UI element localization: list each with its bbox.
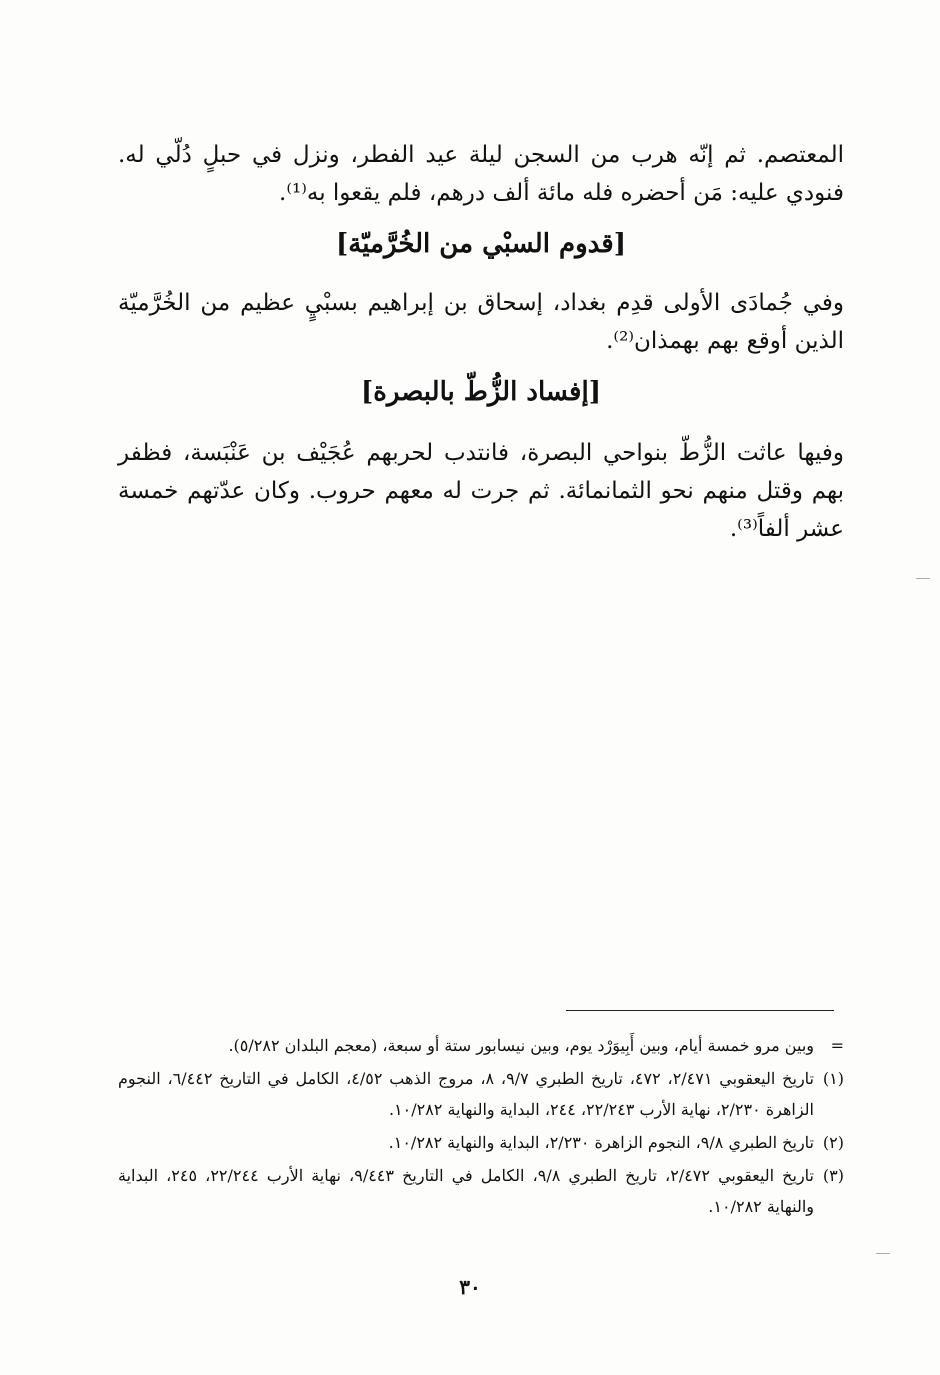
paragraph-2-block <box>118 284 844 360</box>
scan-edge-mark <box>876 1253 890 1254</box>
footnote-marker: (١) <box>822 1069 844 1088</box>
footnote-1 <box>118 1063 844 1125</box>
footnote-text: تاريخ اليعقوبي ٢/٤٧١، ٤٧٢، تاريخ الطبري ٩/٧، ٨، مروج الذهب ٤/٥٢، الكامل في التاريخ ٦/٤٤٢، النجوم الزاهرة ٢/٢٣٠، نهاية الأرب ٢٢/٢٤٣، ٢٤٤، البداية والنهاية ١٠/٢٨٢. <box>118 1069 815 1119</box>
paragraph-3-block <box>118 434 844 548</box>
footnote-marker: = <box>830 1036 844 1055</box>
paragraph-1-block <box>118 136 844 212</box>
footnote-marker: (٢) <box>822 1133 844 1152</box>
footnote-marker: (٣) <box>822 1166 844 1185</box>
paragraph-3: وفيها عاثت الزُّطّ بنواحي البصرة، فانتدب لحربهم عُجَيْف بن عَنْبَسة، فظفر بهم وقتل منهم نحو الثمانمائة. ثم جرت له معهم حروب. وكان عدّتهم خمسة عشر ألفاً⁽³⁾. <box>118 440 844 542</box>
footnotes-section <box>118 1030 844 1224</box>
section-heading-2: [إفساد الزُّطّ بالبصرة] <box>360 377 602 407</box>
footnote-text: تاريخ اليعقوبي ٢/٤٧٢، تاريخ الطبري ٩/٨، الكامل في التاريخ ٩/٤٤٣، نهاية الأرب ٢٢/٢٤٤، ٢٤٥، البداية والنهاية ١٠/٢٨٢. <box>118 1166 815 1216</box>
footnote-text: وبين مرو خمسة أيام، وبين أَبِيوَرْد يوم، وبين نيسابور ستة أو سبعة، (معجم البلدان ٥/٢٨٢). <box>228 1036 814 1055</box>
scan-edge-mark <box>916 578 930 579</box>
footnote-3 <box>118 1160 844 1222</box>
section-heading-1: [قدوم السبْي من الخُرَّميّة] <box>335 229 627 259</box>
page-number: ٣٠ <box>459 1275 481 1299</box>
footnote-2 <box>118 1127 844 1158</box>
footnote-separator <box>566 1010 834 1011</box>
paragraph-1: المعتصم. ثم إنّه هرب من السجن ليلة عيد الفطر، ونزل في حبلٍ دُلّي له. فنودي عليه: مَن أحضره فله مائة ألف درهم، فلم يقعوا به⁽¹⁾. <box>118 142 844 206</box>
footnote-text: تاريخ الطبري ٩/٨، النجوم الزاهرة ٢/٢٣٠، البداية والنهاية ١٠/٢٨٢. <box>388 1133 814 1152</box>
footnote-continuation <box>118 1030 844 1061</box>
paragraph-2: وفي جُمادَى الأولى قدِم بغداد، إسحاق بن إبراهيم بسبْيٍ عظيم من الخُرَّميّة الذين أوقع بهم بهمذان⁽²⁾. <box>118 290 844 354</box>
